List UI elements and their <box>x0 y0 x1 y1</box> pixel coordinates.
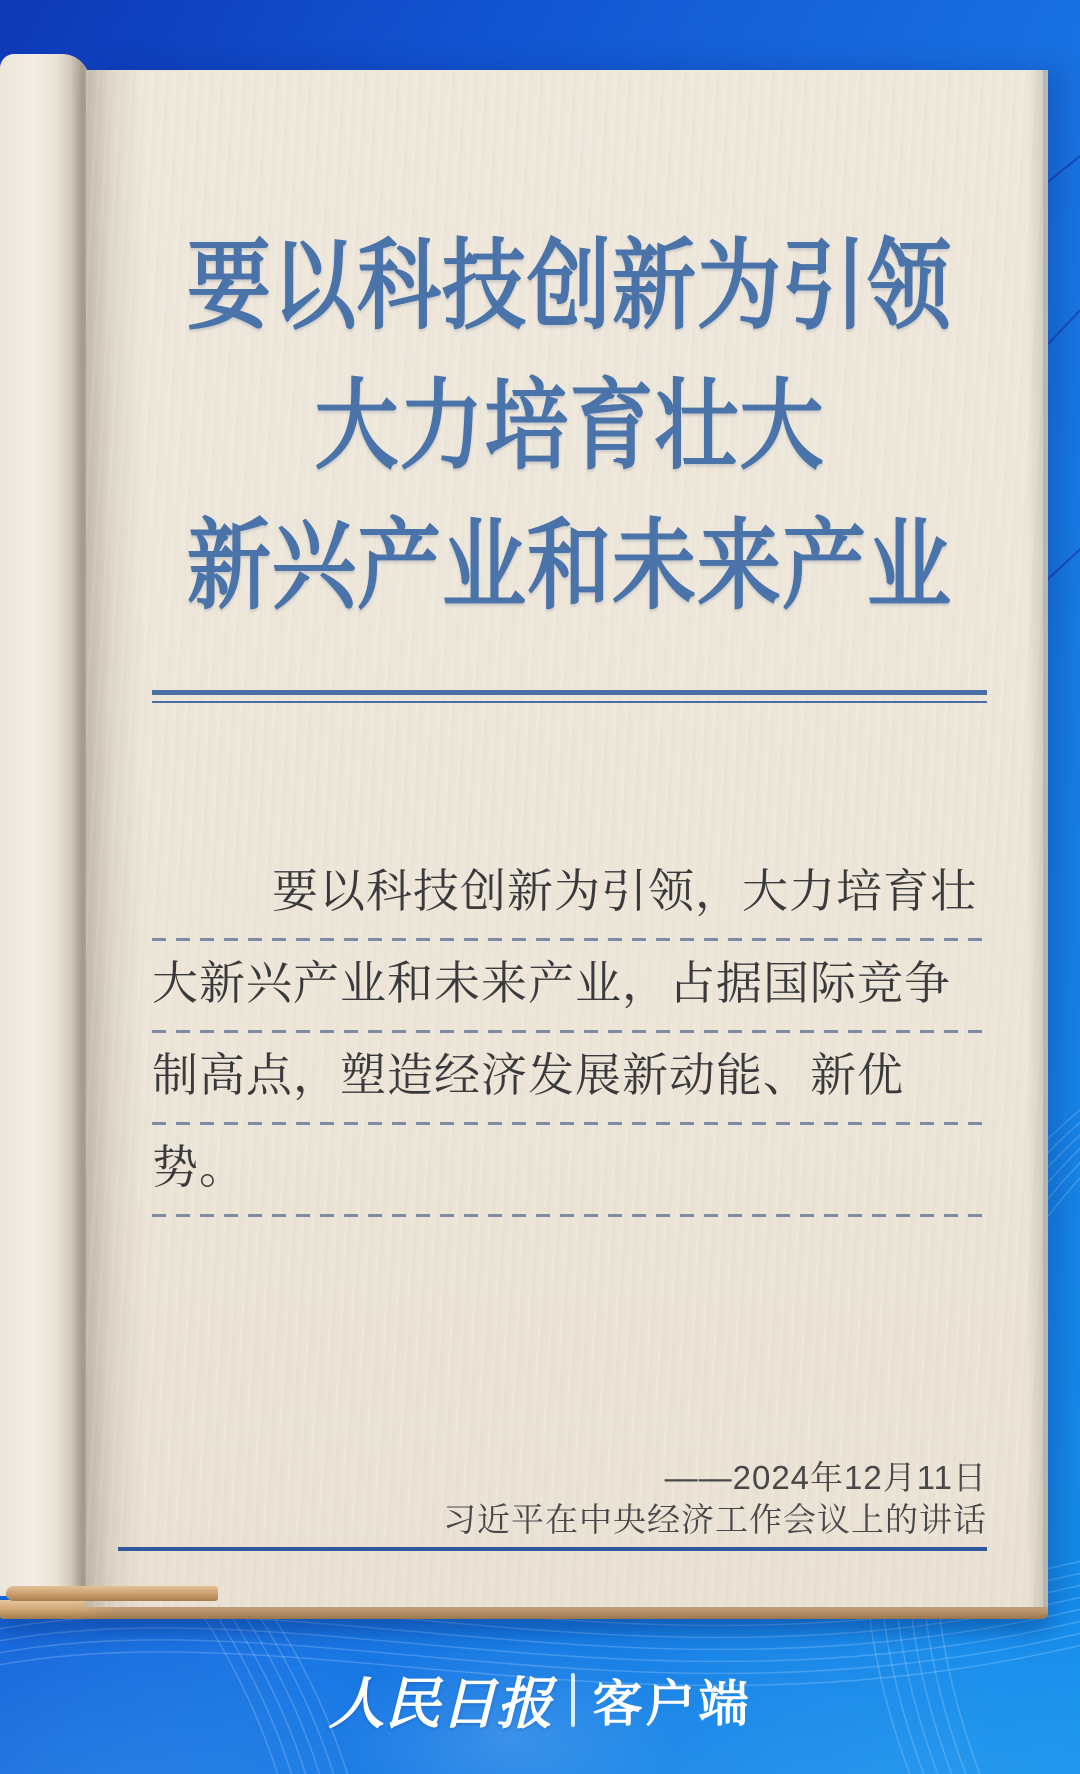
quote-line: 大新兴产业和未来产业，占据国际竞争 <box>152 941 987 1033</box>
notebook-page <box>86 70 1048 1607</box>
headline-line-2: 大力培育壮大 <box>314 373 825 482</box>
attribution-source: 习近平在中央经济工作会议上的讲话 <box>443 1501 987 1538</box>
page-curl-left <box>0 54 90 1596</box>
peoples-daily-logo: 人民日报 <box>328 1671 553 1737</box>
footer-brand <box>0 1660 1080 1740</box>
attribution-date: ——2024年12月11日 <box>664 1459 987 1496</box>
headline <box>152 218 987 638</box>
double-rule-separator <box>152 690 987 703</box>
client-label: 客户端 <box>592 1676 752 1732</box>
attribution <box>152 1457 987 1541</box>
attribution-rule <box>118 1547 987 1551</box>
headline-line-1: 要以科技创新为引领 <box>186 233 952 342</box>
quote-line: 势。 <box>152 1125 987 1217</box>
page-content <box>152 70 987 1551</box>
vertical-bar-icon <box>571 1673 575 1727</box>
headline-line-3: 新兴产业和未来产业 <box>186 513 952 622</box>
quote-line: 制高点，塑造经济发展新动能、新优 <box>152 1033 987 1125</box>
page-curl-bottom-edge <box>6 1586 218 1601</box>
quote-line: 要以科技创新为引领，大力培育壮 <box>152 849 987 941</box>
quote-body <box>152 849 987 1217</box>
